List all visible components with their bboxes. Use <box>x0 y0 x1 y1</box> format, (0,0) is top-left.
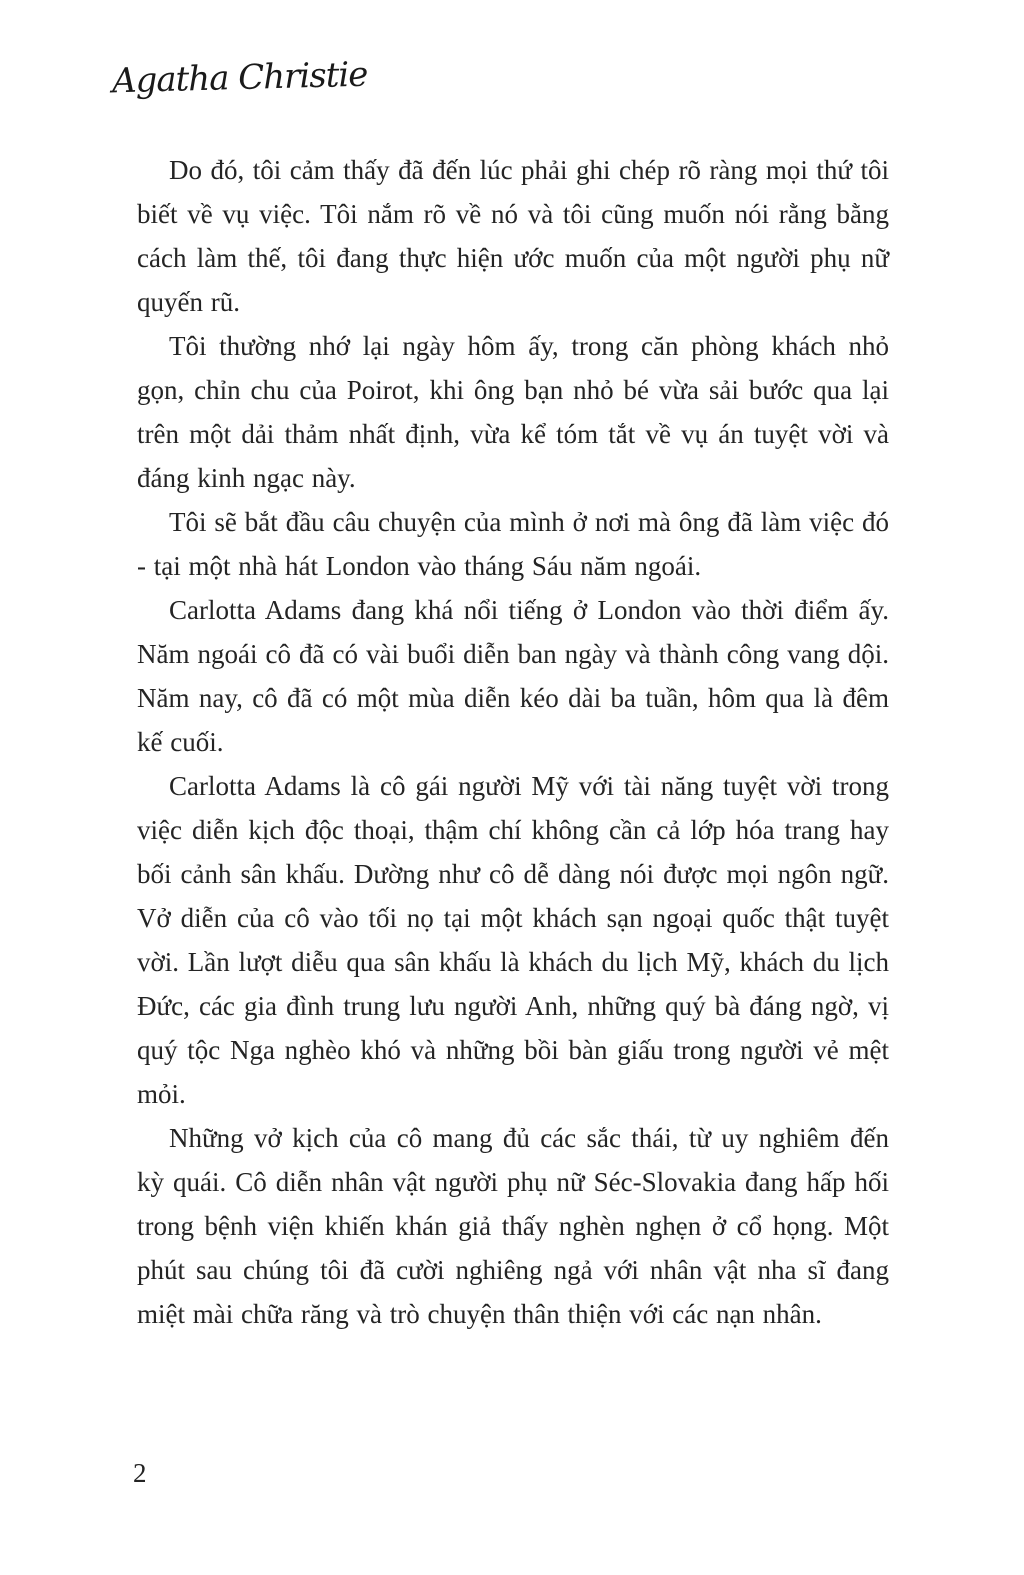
paragraph: Carlotta Adams là cô gái người Mỹ với tài năng tuyệt vời trong việc diễn kịch độc thoại, thậm chí không cần cả lớp hóa trang hay bối cảnh sân khấu. Dường như cô dễ dàng nói được mọi ngôn ngữ. Vở diễn của cô vào tối nọ tại một khách sạn ngoại quốc thật tuyệt vời. Lần lượt diễu qua sân khấu là khách du lịch Mỹ, khách du lịch Đức, các gia đình trung lưu người Anh, những quý bà đáng ngờ, vị quý tộc Nga nghèo khó và những bồi bàn giấu trong người vẻ mệt mỏi. <box>137 771 889 1109</box>
paragraph: Tôi thường nhớ lại ngày hôm ấy, trong căn phòng khách nhỏ gọn, chỉn chu của Poirot, khi ông bạn nhỏ bé vừa sải bước qua lại trên một dải thảm nhất định, vừa kể tóm tắt về vụ án tuyệt vời và đáng kinh ngạc này. <box>137 331 889 493</box>
paragraph: Những vở kịch của cô mang đủ các sắc thái, từ uy nghiêm đến kỳ quái. Cô diễn nhân vật người phụ nữ Séc-Slovakia đang hấp hối trong bệnh viện khiến khán giả thấy nghèn nghẹn ở cổ họng. Một phút sau chúng tôi đã cười nghiêng ngả với nhân vật nha sĩ đang miệt mài chữa răng và trò chuyện thân thiện với các nạn nhân. <box>137 1123 889 1329</box>
page-body-text <box>137 148 889 1336</box>
page-number: 2 <box>133 1458 147 1488</box>
paragraph: Tôi sẽ bắt đầu câu chuyện của mình ở nơi mà ông đã làm việc đó - tại một nhà hát London vào tháng Sáu năm ngoái. <box>137 507 889 581</box>
agatha-christie-signature: Agatha Christie <box>111 54 368 102</box>
paragraph: Do đó, tôi cảm thấy đã đến lúc phải ghi chép rõ ràng mọi thứ tôi biết về vụ việc. Tôi nắm rõ về nó và tôi cũng muốn nói rằng bằng cách làm thế, tôi đang thực hiện ước muốn của một người phụ nữ quyến rũ. <box>137 155 889 317</box>
paragraph: Carlotta Adams đang khá nổi tiếng ở London vào thời điểm ấy. Năm ngoái cô đã có vài buổi diễn ban ngày và thành công vang dội. Năm nay, cô đã có một mùa diễn kéo dài ba tuần, hôm qua là đêm kế cuối. <box>137 595 889 757</box>
